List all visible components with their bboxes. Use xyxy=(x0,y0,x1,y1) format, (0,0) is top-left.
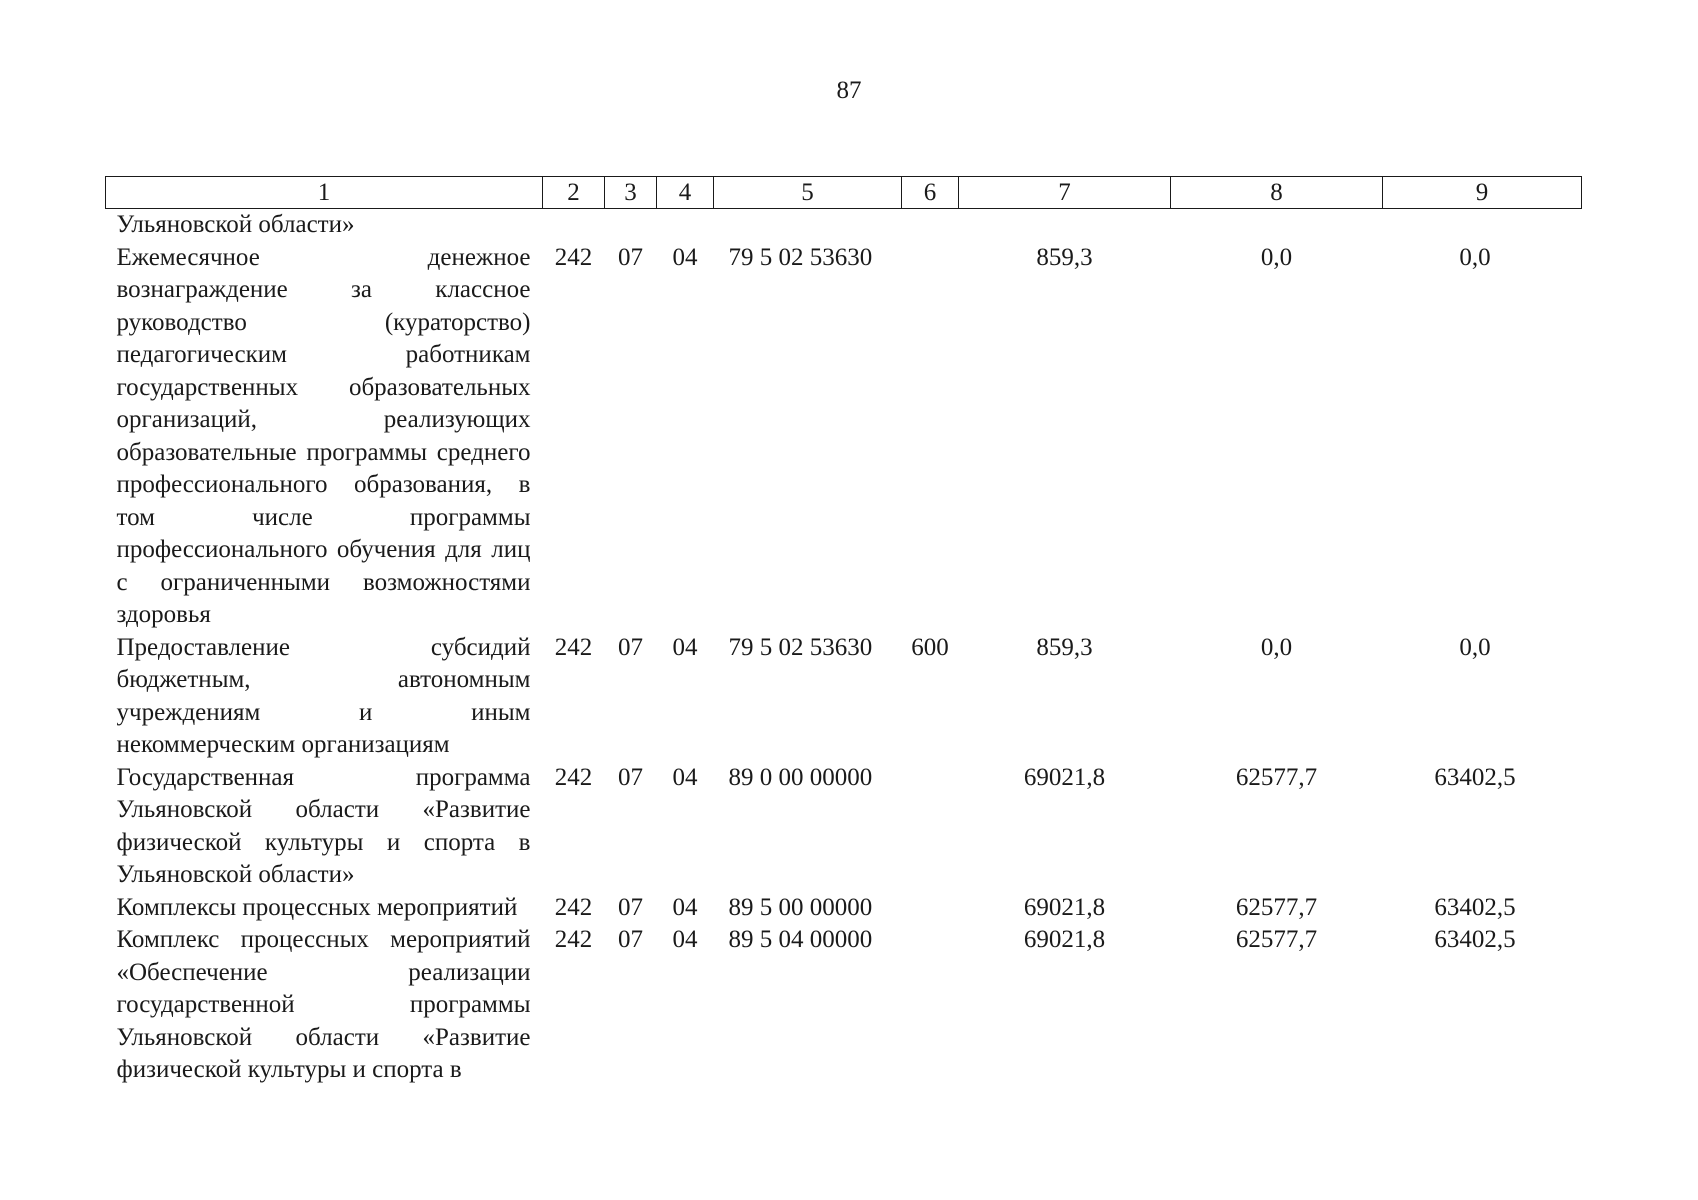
amount-1-cell: 859,3 xyxy=(1036,633,1093,661)
pr-cell xyxy=(657,209,714,242)
amount-1-cell: 859,3 xyxy=(1036,243,1093,271)
pr-cell: 04 xyxy=(672,243,698,271)
amount-2-cell: 62577,7 xyxy=(1235,763,1318,791)
table-row xyxy=(106,924,1582,1087)
column-header: 7 xyxy=(959,177,1171,209)
table-row xyxy=(106,209,1582,242)
column-header: 1 xyxy=(106,177,543,209)
amount-2-cell: 62577,7 xyxy=(1235,893,1318,921)
amount-3-cell: 63402,5 xyxy=(1434,893,1516,921)
vr-cell xyxy=(902,762,959,892)
pr-cell: 04 xyxy=(672,926,698,953)
rz-cell: 07 xyxy=(618,893,643,921)
amount-2-cell xyxy=(1171,209,1383,242)
row-name-cell: Комплексы процессных мероприятий xyxy=(116,893,518,921)
gr-cell: 242 xyxy=(554,926,593,953)
amount-2-cell: 0,0 xyxy=(1260,243,1293,271)
table-header-row xyxy=(106,177,1582,209)
amount-1-cell: 69021,8 xyxy=(1023,893,1106,921)
vr-cell xyxy=(902,924,959,1087)
column-header: 4 xyxy=(657,177,714,209)
column-header: 9 xyxy=(1383,177,1582,209)
amount-1-cell xyxy=(959,209,1171,242)
table-row xyxy=(106,242,1582,632)
vr-cell xyxy=(902,892,959,925)
gr-cell: 242 xyxy=(554,243,593,271)
vr-cell xyxy=(902,209,959,242)
amount-3-cell: 63402,5 xyxy=(1434,763,1516,791)
pr-cell: 04 xyxy=(672,893,698,921)
amount-3-cell: 0,0 xyxy=(1459,243,1491,271)
rz-cell: 07 xyxy=(618,763,643,791)
column-header: 8 xyxy=(1171,177,1383,209)
gr-cell: 242 xyxy=(554,633,593,661)
amount-3-cell: 0,0 xyxy=(1459,633,1491,661)
table-row xyxy=(106,632,1582,762)
page-number: 87 xyxy=(836,77,862,104)
budget-table xyxy=(105,176,1582,1087)
column-header: 6 xyxy=(902,177,959,209)
row-name-cell: Комплекс процессных мероприятий «Обеспечение реализации государственной программы Ульяновской области «Развитие физической культуры и спорта в xyxy=(116,926,531,1083)
row-name-cell: Ульяновской области» xyxy=(116,211,355,238)
rz-cell: 07 xyxy=(618,633,643,661)
rz-cell: 07 xyxy=(618,243,643,271)
amount-1-cell: 69021,8 xyxy=(1023,763,1106,791)
gr-cell xyxy=(543,209,605,242)
csr-cell: 89 5 04 00000 xyxy=(728,926,873,953)
csr-cell: 89 5 00 00000 xyxy=(728,893,873,921)
gr-cell: 242 xyxy=(554,893,593,921)
amount-3-cell xyxy=(1383,209,1582,242)
column-header: 3 xyxy=(605,177,657,209)
rz-cell xyxy=(605,209,657,242)
row-name-cell: Ежемесячное денежное вознаграждение за классное руководство (кураторство) педагогическим работникам государственных образовательных организаций, реализующих образовательные программы среднего профессионального образования, в том числе программы профессионального обучения для лиц с ограниченными возможностями здоровья xyxy=(116,243,531,628)
csr-cell xyxy=(714,209,902,242)
table-row xyxy=(106,762,1582,892)
row-name-cell: Государственная программа Ульяновской области «Развитие физической культуры и спорта в Ульяновской области» xyxy=(116,763,531,888)
vr-cell: 600 xyxy=(911,633,949,661)
pr-cell: 04 xyxy=(672,633,698,661)
amount-2-cell: 0,0 xyxy=(1260,633,1293,661)
amount-2-cell: 62577,7 xyxy=(1235,926,1318,953)
gr-cell: 242 xyxy=(554,763,593,791)
vr-cell xyxy=(902,242,959,632)
table-row xyxy=(106,892,1582,925)
column-header: 5 xyxy=(714,177,902,209)
csr-cell: 89 0 00 00000 xyxy=(728,763,873,791)
pr-cell: 04 xyxy=(672,763,698,791)
amount-3-cell: 63402,5 xyxy=(1434,926,1516,953)
column-header: 2 xyxy=(543,177,605,209)
amount-1-cell: 69021,8 xyxy=(1023,926,1106,953)
rz-cell: 07 xyxy=(618,926,643,953)
row-name-cell: Предоставление субсидий бюджетным, автономным учреждениям и иным некоммерческим организациям xyxy=(116,633,531,758)
csr-cell: 79 5 02 53630 xyxy=(728,633,873,661)
csr-cell: 79 5 02 53630 xyxy=(728,243,873,271)
